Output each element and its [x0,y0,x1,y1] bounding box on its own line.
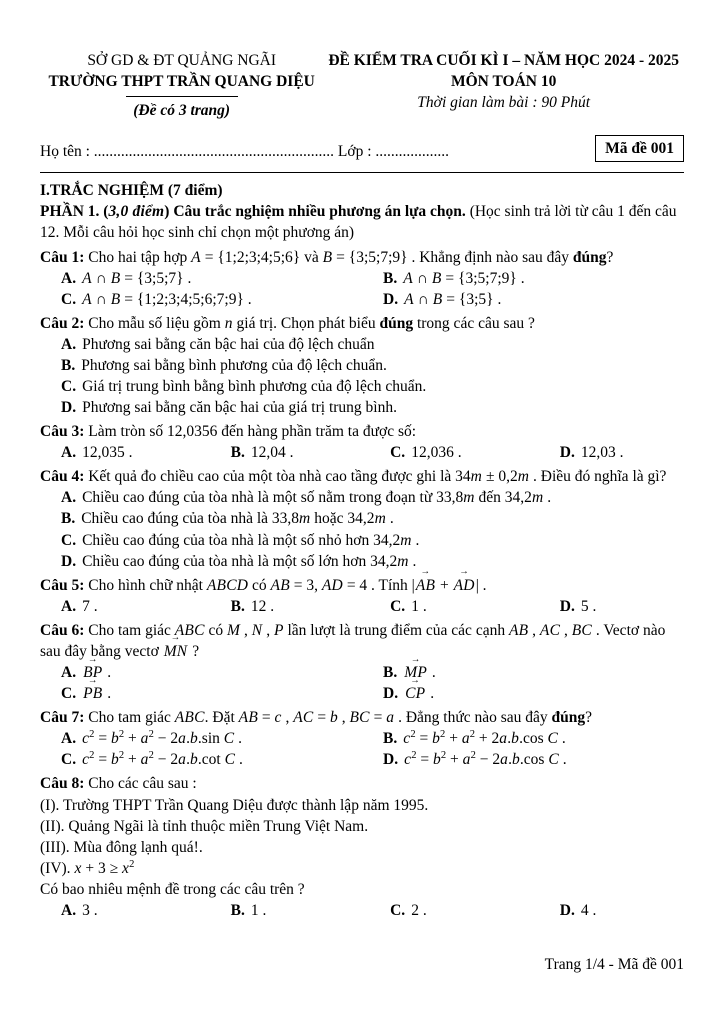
question-6 [40,620,684,704]
answer-option-a: A. Phương sai bằng căn bậc hai của độ lệch chuẩn [61,335,375,353]
answer-option-b: B. $c^2 = b^2 + a^2 + 2a.b.\cos$ C . [383,729,566,748]
answer-options [40,334,684,418]
student-row [40,135,684,162]
answer-option-c: C. 1 . [390,597,427,615]
student-info-line: Họ tên : .............................................................. Lớp : ................... [40,143,450,161]
answer-option-d: D. A ∩ B = {3;5} . [383,290,502,308]
answer-option-b: B. 12,04 . [230,444,294,462]
department-name: SỞ GD & ĐT QUẢNG NGÃI [87,52,277,69]
answer-options [40,596,684,617]
header [40,50,684,121]
subject-title: MÔN TOÁN 10 [450,73,557,91]
answer-option-c: C. 12,036 . [390,444,462,462]
header-left [40,50,323,121]
answer-option-a: A. A ∩ B = {3;5;7} . [61,269,192,287]
answer-option-a: A. Chiều cao đúng của tòa nhà là một số nằm trong đoạn từ 33,8m đến 34,2m . [61,489,552,507]
answer-option-a: A. 7 . [61,597,98,615]
question-text: Câu 6: Cho tam giác ABC có M , N , P lần lượt là trung điểm của các cạnh AB , AC , BC . Vectơ nào sau đây bằng vectơ → MN ? [40,620,684,662]
question-1 [40,247,684,310]
answer-option-a: A. 12,035 . [61,444,133,462]
question-8 [40,773,684,921]
answer-option-a: A. → BP . [61,662,377,683]
answer-option-c: C. A ∩ B = {1;2;3;4;5;6;7;9} . [61,290,252,308]
header-right [323,50,684,121]
questions-container [40,247,684,921]
page-count-note: (Đề có 3 trang) [133,102,231,120]
question-statement-2: (II). Quảng Ngãi là tỉnh thuộc miền Trung Việt Nam. [40,817,369,835]
school-name: TRƯỜNG THPT TRẦN QUANG DIỆU [48,73,315,91]
question-text: Câu 4: Kết quả đo chiều cao của một tòa nhà cao tầng được ghi là 34m ± 0,2m . Điều đó nghĩa là gì? [40,468,667,486]
answer-options [40,728,684,770]
question-4 [40,466,684,571]
question-3 [40,421,684,463]
answer-option-d: D. Phương sai bằng căn bậc hai của giá trị trung bình. [61,399,397,417]
answer-options [40,487,684,571]
answer-option-b: B. Phương sai bằng bình phương của độ lệch chuẩn. [61,356,387,374]
header-divider [126,96,238,97]
answer-option-b: B. Chiều cao đúng của tòa nhà là 33,8m hoặc 34,2m . [61,510,394,528]
question-5 [40,575,684,617]
answer-option-d: D. 4 . [559,901,597,919]
question-text: Câu 8: Cho các câu sau : [40,775,197,793]
duration-note: Thời gian làm bài : 90 Phút [417,94,591,112]
question-7 [40,707,684,770]
question-text: Câu 7: Cho tam giác ABC. Đặt AB = c , AC = b , BC = a . Đẳng thức nào sau đây đúng? [40,709,593,727]
page-footer: Trang 1/4 - Mã đề 001 [544,956,684,973]
answer-option-c: C. 2 . [390,901,427,919]
section-divider [40,172,684,173]
answer-option-d: D. $c^2 = b^2 + a^2 - 2a.b.\cos$ C . [383,750,567,769]
question-statement-4: (IV). $x + 3 \ge x^2$ [40,858,135,877]
question-text: Câu 1: Cho hai tập hợp A = {1;2;3;4;5;6} và B = {3;5;7;9} . Khẳng định nào sau đây đúng? [40,248,614,266]
answer-option-d: D. 12,03 . [559,444,624,462]
exam-title: ĐỀ KIỂM TRA CUỐI KÌ I – NĂM HỌC 2024 - 2025 [328,52,679,69]
answer-option-c: C. $c^2 = b^2 + a^2 - 2a.b.\cot$ C . [61,750,243,769]
question-statement-1: (I). Trường THPT Trần Quang Diệu được thành lập năm 1995. [40,796,429,814]
answer-option-b: B. 12 . [230,597,275,615]
question-text: Câu 5: Cho hình chữ nhật ABCD có AB = 3, AD = 4 . Tính |→ AB + → AD| . [40,575,684,596]
answer-option-b: B. A ∩ B = {3;5;7;9} . [383,269,525,287]
answer-option-d: D. → CP . [383,683,684,704]
question-2 [40,313,684,418]
question-text: Câu 2: Cho mẫu số liệu gồm n giá trị. Chọn phát biểu đúng trong các câu sau ? [40,314,535,332]
answer-option-c: C. Chiều cao đúng của tòa nhà là một số nhỏ hơn 34,2m . [61,531,420,549]
section-title: I.TRẮC NGHIỆM (7 điểm) [40,182,223,200]
question-text: Câu 3: Làm tròn số 12,0356 đến hàng phần trăm ta được số: [40,423,417,441]
answer-options [40,268,684,310]
answer-option-b: B. → MP . [383,662,684,683]
answer-options [40,662,684,704]
answer-options [40,442,684,463]
part-description: PHẦN 1. (3,0 điểm) Câu trắc nghiệm nhiều phương án lựa chọn. (Học sinh trả lời từ câu 1 đến câu 12. Mỗi câu hỏi học sinh chỉ chọn một phương án) [40,203,677,242]
answer-option-d: D. Chiều cao đúng của tòa nhà là một số lớn hơn 34,2m . [61,552,417,570]
answer-option-c: C. Giá trị trung bình bằng bình phương của độ lệch chuẩn. [61,378,427,396]
answer-options [40,900,684,921]
answer-option-a: A. 3 . [61,901,98,919]
answer-option-b: B. 1 . [230,901,267,919]
question-prompt: Có bao nhiêu mệnh đề trong các câu trên ? [40,880,305,898]
answer-option-d: D. 5 . [559,597,597,615]
exam-code-badge: Mã đề 001 [595,135,684,162]
question-statement-3: (III). Mùa đông lạnh quá!. [40,838,203,856]
answer-option-c: C. → PB . [61,683,377,704]
answer-option-a: A. $c^2 = b^2 + a^2 - 2a.b.\sin$ C . [61,729,243,748]
